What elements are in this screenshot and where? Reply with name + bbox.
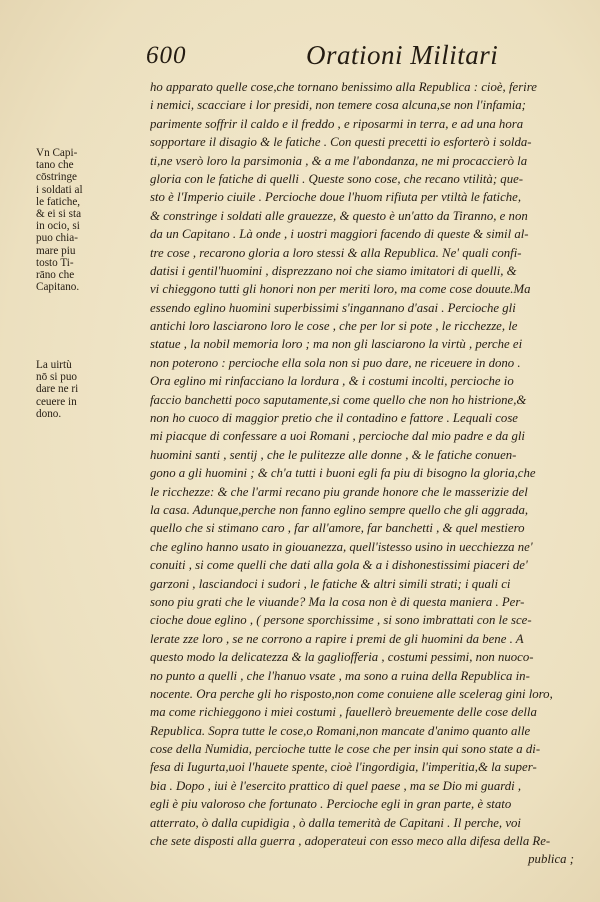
text-line: antichi loro lasciarono loro le cose , che per lor si pote , le ricchezze, le [150,319,518,334]
text-line: egli è piu valoroso che fortunato . Percioche egli in gran parte, è stato [150,797,512,812]
margin-note-line: Capitano. [36,281,80,294]
text-line: vi chieggono tutti gli honori non per meriti loro, ma come cose douute.Ma [150,282,531,297]
text-line: gloria con le fatiche di quelli . Queste sono cose, che recano vtilità; que- [150,171,524,186]
margin-note-line: Vn Capi- [36,147,78,159]
text-line: datisi i gentil'huomini , disprezzano noi che siamo imitatori di quelli, & [150,263,517,278]
text-line: i nemici, scacciare i lor presidi, non temere cosa alcuna,se non l'infamia; [150,98,526,113]
text-line: sto è l'Imperio ciuile . Percioche doue l'huom rifiuta per vtiltà le fatiche, [150,190,522,205]
text-line: publica ; [528,852,574,867]
margin-note-line: ceuere in [36,395,77,408]
margin-note-line: tosto Ti- [36,256,74,269]
margin-note-line: puo chia- [36,232,78,245]
text-line: tre cose , recarono gloria a loro stessi & alla Republica. Ne' quali confi- [150,245,522,260]
text-line: garzoni , lasciandoci i sudori , le fatiche & altri simili strati; i quali ci [150,576,511,591]
text-line: non poterono : percioche ella sola non si puo dare, ne riceuere in dono . [150,355,521,370]
text-line: da un Capitano . Là onde , i uostri maggiori facendo di queste & simil al- [150,227,529,242]
text-line: atterrato, ò dalla cupidigia , ò dalla temerità de Capitani . Il perche, voi [150,815,521,830]
margin-note-line: in ocio, si [36,220,80,233]
text-line: ho apparato quelle cose,che tornano benissimo alla Republica : cioè, ferire [150,80,537,94]
margin-note-line: nō si puo [36,371,78,384]
text-line: Republica. Sopra tutte le cose,o Romani,non mancate d'animo quanto alle [150,723,531,738]
text-line: ma come richieggono i miei costumi , fauellerò breuemente delle cose della [150,705,537,720]
text-line: sopportare il disagio & le fatiche . Con questi precetti io esforterò i solda- [150,135,532,150]
margin-note-line: cōstringe [36,171,78,184]
page-header [146,40,566,80]
running-title: Orationi Militari [306,40,499,70]
text-line: lerate zze loro , se ne corrono a rapire i premi de gli huomini da bene . A [150,631,524,646]
text-line: che sete disposti alla guerra , adoperateui con esso meco alla difesa della Re- [150,834,551,849]
text-line: gono a gli huomini ; & ch'a tutti i buoni egli fa piu di bisogno la gloria,che [150,466,536,481]
text-line: essendo eglino huomini superbissimi s'ingannano d'asai . Percioche gli [150,300,516,315]
text-line: parimente soffrir il caldo e il freddo , e riposarmi in terra, e ad una hora [150,116,524,131]
text-line: le ricchezze: & che l'armi recano piu grande honore che le masserizie del [150,484,528,499]
text-line: nocente. Ora perche gli ho risposto,non come conuiene alle scelerag gini loro, [150,686,553,701]
text-line: no punto a quelli , che l'hanuo vsate , ma sono a ruina della Republica in- [150,668,530,683]
text-line: cose della Numidia, percioche tutte le cose che per insin qui sono state a di- [150,742,541,757]
margin-note-captain [36,147,83,293]
text-line: ti,ne vserò loro la parsimonia , & a me l'abondanza, ne mi procaccierò la [150,153,528,168]
text-line: Ora eglino mi rinfacciano la lordura , & i costumi incolti, percioche io [150,374,514,389]
text-line: che eglino hanno usato in giouanezza, quell'istesso usino in uecchiezza ne' [150,539,533,554]
margin-note-line: La uirtù [36,359,72,371]
margin-note-line: mare piu [36,244,76,257]
text-line: quello che si stimano caro , far all'amore, far banchetti , & quel mestiero [150,521,525,536]
text-line: la casa. Adunque,perche non fanno eglino sempre quello che gli aggrada, [150,502,529,517]
text-line: faccio banchetti poco saputamente,si come quello che non ho histrione,& [150,392,527,407]
text-line: statue , la nobil memoria loro ; ma non gli lasciarono la virtù , perche ei [150,337,523,352]
text-line: fesa di Iugurta,uoi l'hauete spente, cioè l'ingordigia, l'imperitia,& la super- [150,760,537,775]
text-line: questo modo la delicatezza & la gagliofferia , costumi pessimi, non nuoco- [150,650,534,665]
margin-note-line: tano che [36,159,74,172]
margin-note-line: dono. [36,407,62,420]
body-text [150,78,574,869]
text-line: non ho cuoco di maggior pretio che il contadino e fattore . Lequali cose [150,411,518,426]
page-number: 600 [146,42,187,69]
text-line: huomini santi , sentij , che le pulitezze alle donne , & le fatiche conuen- [150,447,517,462]
text-line: mi piacque di confessare a uoi Romani , percioche dal mio padre e da gli [150,429,525,444]
text-line: conuiti , si come quelli che dati alla gola & a i dishonestissimi piaceri de' [150,558,528,573]
margin-note-line: rāno che [36,268,75,281]
margin-note-line: dare ne ri [36,383,79,396]
text-line: & constringe i soldati alle grauezze, & questo è un'atto da Tiranno, e non [150,208,528,223]
margin-note-line: le fatiche, [36,195,81,208]
margin-note-line: i soldati al [36,183,83,196]
margin-note-virtue [36,359,78,420]
text-line: sono piu grati che le viuande? Ma la cosa non è di questa maniera . Per- [150,594,525,609]
text-line: cioche doue eglino , ( persone sporchissime , si sono imbrattati con le sce- [150,613,532,628]
margin-note-line: & ei si sta [36,207,82,220]
text-line: bia . Dopo , iui è l'esercito prattico di quel paese , ma se Dio mi guardi , [150,778,522,793]
